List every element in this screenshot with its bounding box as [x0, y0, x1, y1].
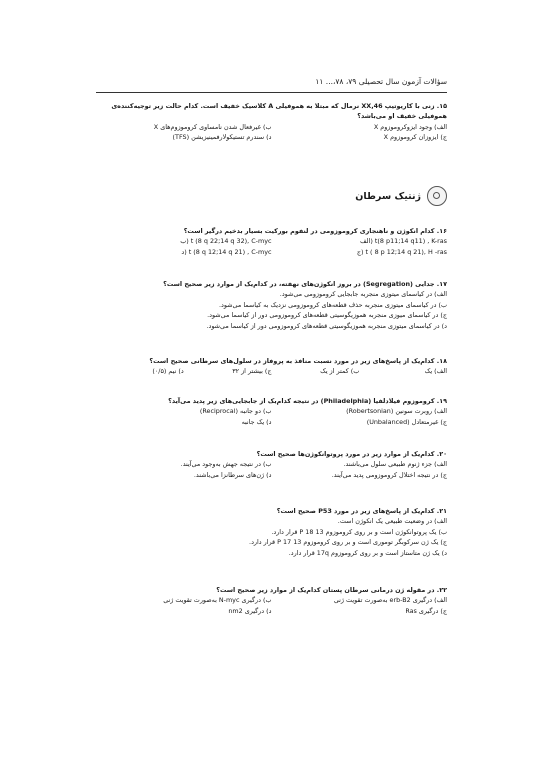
- question-17-option-d: د) در کیاسمای میتوزی منجربه هموزیگوسیتی قطعه‌های کروموزومی دور از کیاسما می‌شود.: [206, 321, 447, 330]
- question-20: [96, 449, 447, 480]
- section-badge-icon: [427, 186, 447, 206]
- question-16-stem: ۱۶. کدام انکوژن و ناهنجاری کروموزومی در لنفوم بورکیت بسیار بدخیم درگیر است؟: [183, 227, 447, 235]
- section-title: ژنتیک سرطان: [355, 190, 421, 202]
- question-19-option-c: ج) غیرمتعادل (Unbalanced): [366, 417, 447, 426]
- question-16: [96, 226, 447, 257]
- question-19: [96, 396, 447, 427]
- question-16-option-a: الف) t(8 p11;14 q11) , K-ras: [360, 237, 447, 246]
- question-16-options-row1: [96, 236, 447, 246]
- question-15-stem-line2: هموفیلی خفیف او می‌باشد؟: [357, 112, 447, 121]
- question-20-option-a: الف) جزء ژنوم طبیعی سلول می‌باشند.: [343, 460, 447, 469]
- question-21-option-b: ب) یک پروتوانکوژن است و بر روی کروموزوم 13 P 18 قرار دارد.: [271, 527, 447, 536]
- question-15-option-a: الف) وجود ایزوکروموزوم X: [373, 122, 447, 131]
- question-18-option-c: ج) بیشتر از ۳۲: [232, 367, 272, 376]
- question-20-option-b: ب) در نتیجه جهش به‌وجود می‌آیند.: [180, 460, 272, 469]
- question-18-option-a: الف) یک: [424, 367, 447, 376]
- question-17-stem: ۱۷. جدایی (Segregation) در بروز انکوژن‌های نهفته، در کدام‌یک از موارد زیر صحیح است؟: [163, 280, 447, 288]
- question-15-option-d: د) سندرم تستیکولارفمینیزیشن (TFS): [172, 133, 272, 142]
- header-divider: [96, 92, 447, 93]
- question-18-options: [96, 366, 447, 376]
- page-header: [96, 77, 447, 89]
- question-20-option-c: ج) در نتیجه اختلال کروموزومی پدید می‌آیند.: [331, 470, 447, 479]
- question-21-option-d: د) یک ژن متاستاز است و بر روی کروموزوم 17q قرار دارد.: [288, 548, 447, 557]
- question-22-option-d: د) درگیری nm2: [228, 606, 272, 615]
- question-18-option-b: ب) کمتر از یک: [320, 367, 360, 376]
- page-header-title: سؤالات آزمون سال تحصیلی ۷۹، ۷۸،... ۱۱: [315, 77, 447, 86]
- question-18-stem: ۱۸. کدام‌یک از پاسخ‌های زیر در مورد نسبت منافذ به پروفاز در سلول‌های سرطانی صحیح است؟: [149, 357, 447, 365]
- question-15-option-c: ج) ایزوزان کروموزوم X: [383, 133, 447, 142]
- question-22-option-b: ب) درگیری N-myc به‌صورت تقویت ژنی: [163, 596, 272, 605]
- question-18: [96, 356, 447, 377]
- question-21-option-c: ج) یک ژن سرکوبگر توموری است و بر روی کروموزوم 13 P 17 قرار دارد.: [249, 538, 447, 547]
- question-21-stem: ۲۱. کدام‌یک از پاسخ‌های زیر در مورد P53 صحیح است؟: [276, 507, 447, 515]
- question-16-options-row2: [96, 247, 447, 257]
- question-22-options-row1: [96, 595, 447, 605]
- question-22-option-c: ج) درگیری Ras: [405, 606, 447, 615]
- question-22-stem: ۲۲. در مقوله ژن درمانی سرطان پستان کدام‌یک از موارد زیر صحیح است؟: [216, 586, 447, 594]
- question-21-option-a: الف) در وضعیت طبیعی یک انکوژن است.: [337, 517, 447, 526]
- question-22-option-a: الف) درگیری erb-B2 به‌صورت تقویت ژنی: [333, 596, 447, 605]
- question-19-stem: ۱۹. کروموزوم فیلادلفیا (Philadelphia) در نتیجه کدام‌یک از جابجایی‌های زیر پدید می‌آید؟: [168, 397, 447, 405]
- question-20-options-row2: [96, 470, 447, 480]
- question-20-options-row1: [96, 459, 447, 469]
- question-22: [96, 585, 447, 616]
- question-19-option-d: د) یک جانبه: [241, 417, 272, 426]
- question-17-option-a: الف) در کیاسمای میتوزی منجربه جابجایی کروموزومی می‌شود.: [279, 290, 447, 299]
- question-19-options-row2: [96, 417, 447, 427]
- question-15-options-row1: [96, 122, 447, 132]
- question-21: [96, 506, 447, 558]
- question-15: [96, 101, 447, 143]
- question-18-option-d: د) نیم (۰/۵): [152, 367, 184, 376]
- question-17-option-c: ج) در کیاسمای میوزی منجربه هموزیگوسیتی قطعه‌های کروموزومی دور از کیاسما می‌شود.: [207, 311, 447, 320]
- section-heading: [355, 185, 447, 207]
- question-19-options-row1: [96, 406, 447, 416]
- question-16-option-d: د) t (8 q 12;14 q 21) , C-myc: [181, 247, 272, 256]
- question-16-option-b: ب) t (8 q 22;14 q 32), C-myc: [180, 237, 272, 246]
- question-20-option-d: د) ژن‌های سرطانزا می‌باشند.: [193, 470, 272, 479]
- question-17: [96, 279, 447, 331]
- question-20-stem: ۲۰. کدام‌یک از موارد زیر در مورد پروتوانکوژن‌ها صحیح است؟: [256, 450, 447, 458]
- question-15-options-row2: [96, 132, 447, 142]
- question-16-option-c: ج) t ( 8 p 12;14 q 21), H -ras: [356, 247, 447, 256]
- question-19-option-b: ب) دو جانبه (Reciprocal): [199, 407, 272, 416]
- question-19-option-a: الف) روبرت سونین (Robertsonian): [346, 407, 447, 416]
- question-15-option-b: ب) غیرفعال شدن نامساوی کروموزوم‌های X: [153, 122, 272, 131]
- question-17-option-b: ب) در کیاسمای میتوزی منجربه حذف قطعه‌های کروموزومی نزدیک به کیاسما می‌شود.: [219, 300, 447, 309]
- question-22-options-row2: [96, 606, 447, 616]
- question-15-stem-line1: ۱۵. زنی با کاریوتیپ 46,XX نرمال که مبتلا به هموفیلی A کلاسیک خفیف است. کدام حالت زیر توجیه‌کننده‌ی: [111, 102, 447, 110]
